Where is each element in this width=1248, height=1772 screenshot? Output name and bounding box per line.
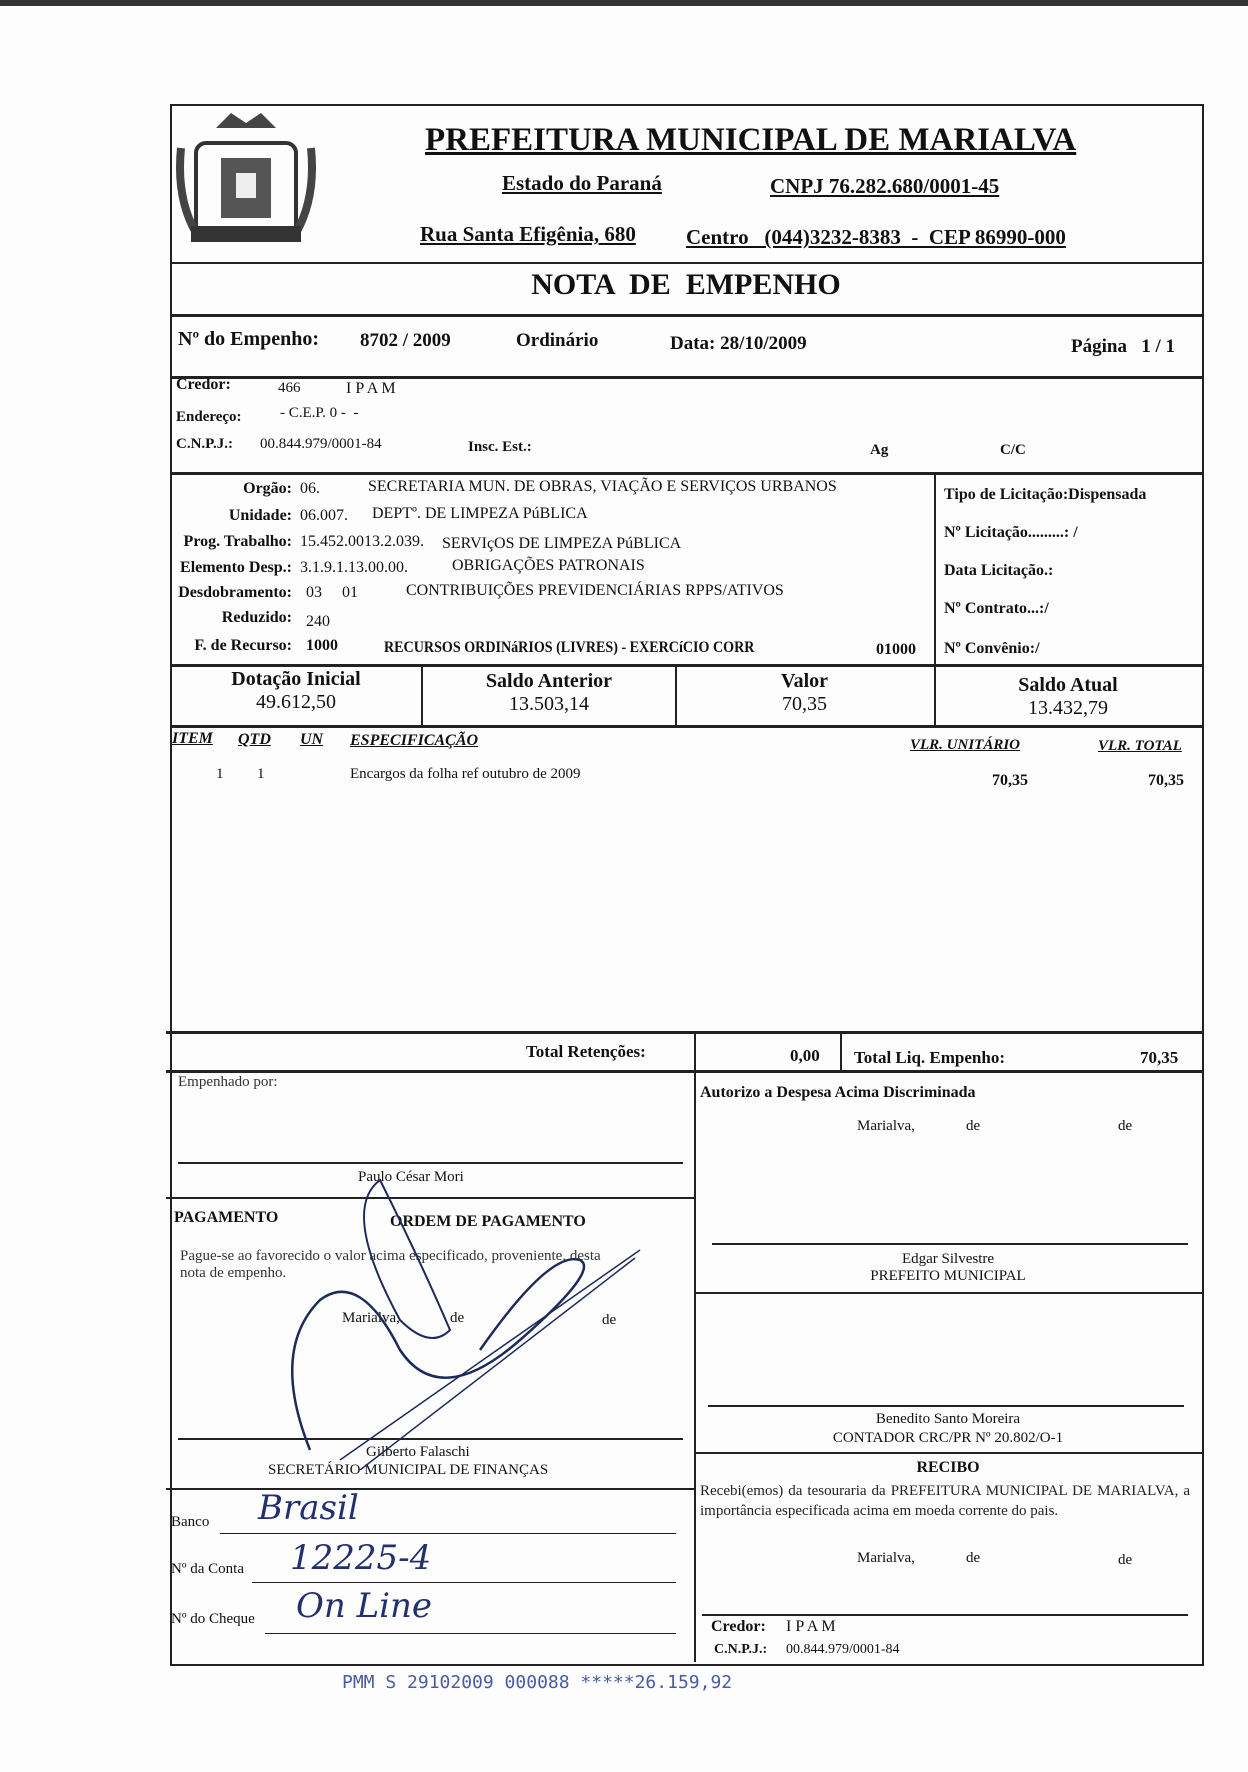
cc-label: C/C <box>1000 442 1026 458</box>
empenho-date: Data: 28/10/2009 <box>670 333 807 354</box>
col-vlr-total: VLR. TOTAL <box>1098 738 1182 754</box>
pagamento-label: PAGAMENTO <box>174 1209 279 1226</box>
pagamento-text: Pague-se ao favorecido o valor acima especificado, proveniente, desta nota de empenho. <box>180 1248 601 1281</box>
col-un: UN <box>300 731 324 748</box>
credor-code: 466 <box>278 380 301 396</box>
empenho-number: 8702 / 2009 <box>360 330 451 351</box>
prefeito-signature-block: Edgar Silvestre PREFEITO MUNICIPAL <box>870 1251 1026 1284</box>
recibo-de1: de <box>966 1550 981 1566</box>
credor-label: Credor: <box>176 376 231 393</box>
empenhado-por-name: Paulo César Mori <box>358 1169 464 1185</box>
credor-name: I P A M <box>346 380 396 397</box>
total-retencoes-label: Total Retenções: <box>526 1042 646 1061</box>
coat-of-arms-logo <box>176 108 316 258</box>
ag-label: Ag <box>870 442 889 458</box>
banco-label: Banco <box>171 1514 210 1530</box>
licitacao-list: Tipo de Licitação:Dispensada Nº Licitação.........: / Data Licitação.: Nº Contrato...:/ Nº Convênio:/ <box>944 486 1147 657</box>
autorizo-label: Autorizo a Despesa Acima Discriminada <box>700 1084 976 1101</box>
nota-de-empenho-page: PREFEITURA MUNICIPAL DE MARIALVA Estado do Paraná CNPJ 76.282.680/0001-45 Rua Santa Efigênia, 680 Centro (044)3232-8383 - CEP 86990-000 NOTA DE EMPENHO Nº do Empenho: 8702 / 2009 Ordinário Data: 28/10/2009 Página 1 / 1 Credor: 466 I P A M Endereço: - C.E.P. 0 - - C.N.P.J.: 00.844.979/0001-84 Insc. Est.: Ag C/C Orgão: 06. SECRETARIA MUN. DE OBRAS, VIAÇÃO E SERVIÇOS URBANOS Unidade: 06.007. DEPTº. DE LIMPEZA PúBLICA Prog. Trabalho: 15.452.0013.2.039. SERVIçOS DE LIMPEZA PúBLICA Elemento Desp.: 3.1.9.1.13.00.00. OBRIGAÇÕES PATRONAIS Desdobramento: 03 01 CONTRIBUIÇÕES PREVIDENCIÁRIAS RPPS/ATIVOS Reduzido: 240 F. de Recurso: 1000 RECURSOS ORDINáRIOS (LIVRES) - EXERCíCIO CORR 01000 Tipo de Licitação:Dispensada Nº Licitação.........: / Data Licitação.: Nº Contrato...:/ Nº Convênio:/ Dotação Inicial 49.612,50 Saldo Anterior 13.503,14 Valor 70,35 Saldo Atual 13.432,79 ITEM QTD UN ESPECIFICAÇÃO VLR. UNITÁRIO VLR. TOTAL 1 1 Encargos da folha ref outubro de 2009 70,35 70,35 Total Retenções: 0,00 Total Liq. Empenho: 70,35 Empenhado por: Paulo César Mori PAGAMENTO ORDEM DE PAGAMENTO Pague-se ao favorecido o valor acima especificado, proveniente, desta nota de empenho. Marialva, de de Gilberto Falaschi SECRETÁRIO MUNICIPAL DE FINANÇAS Banco Brasil Nº da Conta 12225-4 Nº do Cheque On Line Autorizo a Despesa Acima Discriminada Marialva, de de Edgar Silvestre PREFEITO MUNICIPAL Benedito Santo Moreira CONTADOR CRC/PR Nº 20.802/O-1 RECIBO Recebi(emos) da tesouraria da PREFEITURA MUNICIPAL DE MARIALVA, a importância especificada acima em moeda corrente do pais. Marialva, de de Credor: I P A M C.N.P.J.: 00.844.979/0001-84 PMM S 29102009 000088 *****26.159,92 <box>0 0 1248 1772</box>
col-especificacao: ESPECIFICAÇÃO <box>350 732 479 749</box>
balance-valor: Valor 70,35 <box>780 670 829 715</box>
scan-edge <box>0 0 1248 6</box>
col-vlr-unitario: VLR. UNITÁRIO <box>910 737 1021 753</box>
credor-cnpj: 00.844.979/0001-84 <box>260 436 382 452</box>
recibo-de2: de <box>1118 1552 1133 1568</box>
autorizo-city: Marialva, <box>857 1118 915 1134</box>
recibo-credor-label: Credor: <box>711 1618 766 1635</box>
secretario-name: Gilberto Falaschi <box>366 1444 470 1460</box>
recibo-cnpj: 00.844.979/0001-84 <box>786 1642 900 1657</box>
bank-authentication-stamp: PMM S 29102009 000088 *****26.159,92 <box>342 1672 733 1693</box>
autorizo-de2: de <box>1118 1118 1133 1134</box>
col-qtd: QTD <box>238 731 271 748</box>
cheque-label: Nº do Cheque <box>171 1611 255 1627</box>
secretario-title: SECRETÁRIO MUNICIPAL DE FINANÇAS <box>268 1462 549 1478</box>
total-retencoes-value: 0,00 <box>790 1046 820 1065</box>
recibo-credor-name: I P A M <box>786 1618 836 1635</box>
total-liq-value: 70,35 <box>1140 1048 1179 1067</box>
classification-block: Orgão: 06. SECRETARIA MUN. DE OBRAS, VIAÇÃO E SERVIÇOS URBANOS Unidade: 06.007. DEPTº. DE LIMPEZA PúBLICA Prog. Trabalho: 15.452.0013.2.039. SERVIçOS DE LIMPEZA PúBLICA Elemento Desp.: 3.1.9.1.13.00.00. OBRIGAÇÕES PATRONAIS Desdobramento: 03 01 CONTRIBUIÇÕES PREVIDENCIÁRIAS RPPS/ATIVOS Reduzido: 240 F. de Recurso: 1000 RECURSOS ORDINáRIOS (LIVRES) - EXERCíCIO CORR 01000 <box>178 478 916 658</box>
pagamento-de1: de <box>450 1310 465 1326</box>
conta-handwritten: 12225-4 <box>290 1538 432 1578</box>
insc-est-label: Insc. Est.: <box>468 439 532 455</box>
credor-address: - C.E.P. 0 - - <box>280 405 359 421</box>
conta-label: Nº da Conta <box>171 1561 244 1577</box>
recibo-text: Recebi(emos) da tesouraria da PREFEITURA MUNICIPAL DE MARIALVA, a importância especificada acima em moeda corrente do pais. <box>700 1483 1190 1519</box>
total-liq-label: Total Liq. Empenho: <box>854 1048 1005 1067</box>
autorizo-de1: de <box>966 1118 981 1134</box>
empenho-number-label: Nº do Empenho: <box>178 328 320 350</box>
page-number: Página 1 / 1 <box>1071 336 1175 357</box>
banco-handwritten: Brasil <box>258 1488 359 1528</box>
col-item: ITEM <box>172 730 213 747</box>
balance-saldo-atual: Saldo Atual 13.432,79 <box>1018 674 1118 719</box>
contador-signature-block: Benedito Santo Moreira CONTADOR CRC/PR Nº 20.802/O-1 <box>832 1411 1064 1446</box>
document-title: NOTA DE EMPENHO <box>531 268 841 301</box>
state-name: Estado do Paraná <box>502 171 662 195</box>
recibo-cnpj-label: C.N.P.J.: <box>714 1642 768 1657</box>
balance-saldo-anterior: Saldo Anterior 13.503,14 <box>485 670 613 715</box>
recibo-city: Marialva, <box>857 1550 915 1566</box>
address-label: Endereço: <box>176 409 242 425</box>
municipality-title: PREFEITURA MUNICIPAL DE MARIALVA <box>425 122 1077 158</box>
signature-scribble <box>280 1150 680 1470</box>
municipality-cnpj: CNPJ 76.282.680/0001-45 <box>770 174 1000 198</box>
balance-dotacao-inicial: Dotação Inicial 49.612,50 <box>231 668 361 713</box>
municipality-contact: Centro (044)3232-8383 - CEP 86990-000 <box>686 225 1066 249</box>
municipality-address: Rua Santa Efigênia, 680 <box>420 222 636 246</box>
recibo-label: RECIBO <box>916 1459 980 1476</box>
ordem-pagamento-label: ORDEM DE PAGAMENTO <box>390 1213 586 1230</box>
empenhado-por-label: Empenhado por: <box>178 1074 278 1090</box>
pagamento-city: Marialva, <box>342 1310 400 1326</box>
cnpj-label: C.N.P.J.: <box>176 436 233 452</box>
empenho-type: Ordinário <box>516 330 599 351</box>
cheque-handwritten: On Line <box>296 1586 433 1626</box>
pagamento-de2: de <box>602 1312 617 1328</box>
